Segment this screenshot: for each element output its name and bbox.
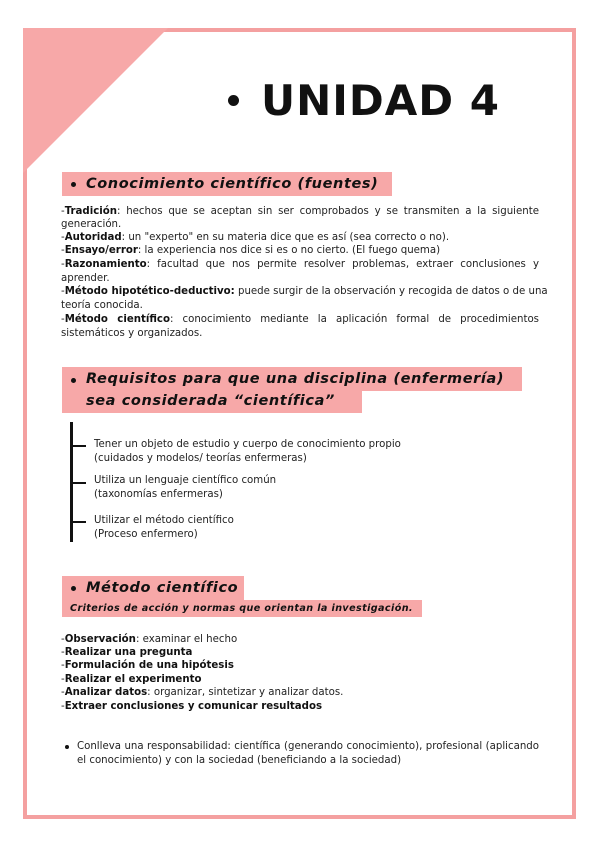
requirement-tick-1 [70, 445, 86, 447]
section2-heading-line2: sea considerada “científica” [86, 393, 335, 409]
section1-item-hipotetico-cont: teoría conocida. [61, 300, 143, 311]
step-hipotesis: -Formulación de una hipótesis [61, 660, 234, 671]
section3-bullet [71, 586, 76, 591]
note-line2: el conocimiento) y con la sociedad (beneficiando a la sociedad) [77, 755, 402, 766]
requirement-2-line2: (taxonomías enfermeras) [94, 489, 223, 500]
requirement-1-line1: Tener un objeto de estudio y cuerpo de conocimiento propio [94, 439, 401, 450]
requirement-tick-2 [70, 482, 86, 484]
requirement-2 [94, 474, 276, 502]
page-title-row [228, 70, 500, 130]
section1-item-autoridad: -Autoridad: un "experto" en su materia dice que es así (sea correcto o no). [61, 232, 450, 243]
note-line1: Conlleva una responsabilidad: científica (generando conocimiento), profesional (aplicando [77, 741, 539, 752]
step-pregunta: -Realizar una pregunta [61, 647, 193, 658]
section1-item-razonamiento-cont: aprender. [61, 273, 110, 284]
step-observacion: -Observación: examinar el hecho [61, 634, 238, 645]
section1-bullet [71, 182, 76, 187]
requirement-1-line2: (cuidados y modelos/ teorías enfermeras) [94, 453, 307, 464]
requirement-2-line1: Utiliza un lenguaje científico común [94, 475, 277, 486]
corner-decoration [23, 28, 168, 173]
section3-subtitle: Criterios de acción y normas que orientan la investigación. [70, 603, 413, 614]
note-bullet [65, 745, 69, 749]
section2-bullet [71, 378, 76, 383]
step-conclusiones: -Extraer conclusiones y comunicar resultados [61, 701, 323, 712]
step-analizar: -Analizar datos: organizar, sintetizar y analizar datos. [61, 687, 344, 698]
section1-item-tradicion: -Tradición: hechos que se aceptan sin ser comprobados y se transmiten a la siguiente [61, 206, 539, 217]
page-title: UNIDAD 4 [261, 75, 500, 125]
section1-item-hipotetico: -Método hipotético-deductivo: puede surgir de la observación y recogida de datos o de una [61, 286, 548, 297]
requirement-3 [94, 514, 234, 542]
requirement-1 [94, 438, 401, 466]
requirement-3-line1: Utilizar el método científico [94, 515, 234, 526]
section1-item-metodo: -Método científico: conocimiento mediante la aplicación formal de procedimientos [61, 314, 539, 325]
requirement-3-line2: (Proceso enfermero) [94, 529, 198, 540]
section2-heading-line1: Requisitos para que una disciplina (enfermería) [86, 371, 505, 387]
section1-heading: Conocimiento científico (fuentes) [86, 176, 379, 192]
step-experimento: -Realizar el experimento [61, 674, 202, 685]
section1-item-ensayo: -Ensayo/error: la experiencia nos dice si es o no cierto. (El fuego quema) [61, 245, 441, 256]
section1-item-razonamiento: -Razonamiento: facultad que nos permite resolver problemas, extraer conclusiones y [61, 259, 539, 270]
section1-item-tradicion-cont: generación. [61, 219, 122, 230]
requirement-tick-3 [70, 521, 86, 523]
section1-item-metodo-cont: sistemáticos y organizados. [61, 328, 203, 339]
section3-heading: Método científico [86, 580, 239, 596]
title-bullet [228, 95, 239, 106]
